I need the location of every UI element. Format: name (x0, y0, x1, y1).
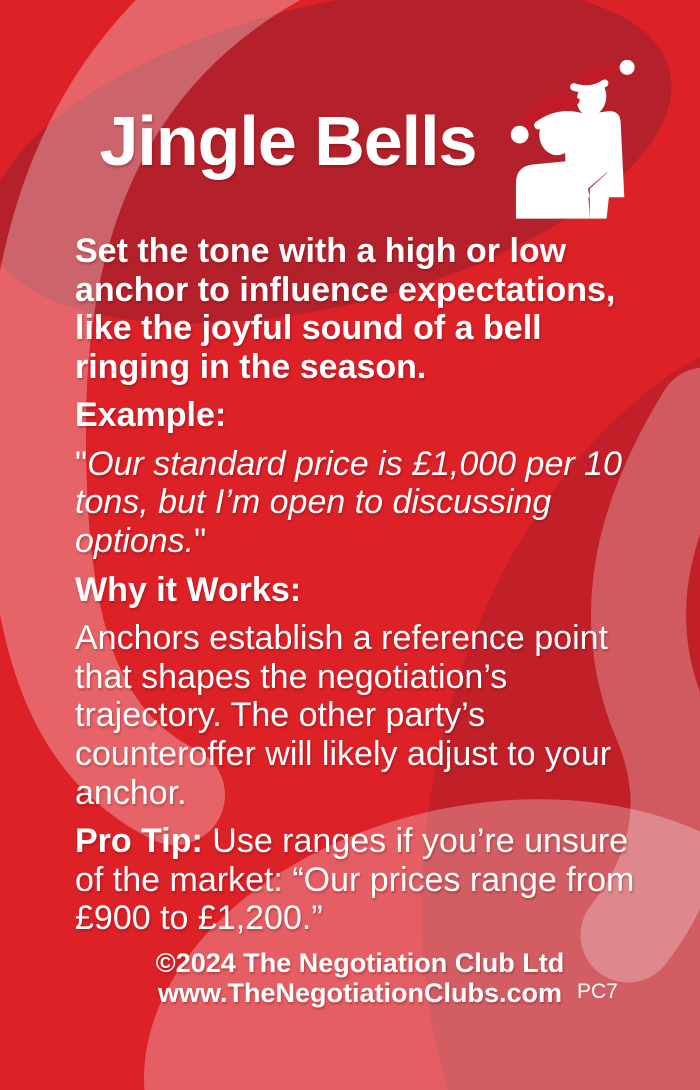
pro-tip-label: Pro Tip: (75, 822, 203, 861)
copyright-line: ©2024 The Negotiation Club Ltd (155, 947, 565, 978)
card-header (75, 56, 645, 226)
pro-tip (75, 822, 645, 938)
why-it-works-label: Why it Works: (75, 570, 302, 609)
card-code: PC7 (577, 980, 618, 1003)
quote-close-mark: " (194, 522, 207, 561)
example-label: Example: (75, 396, 227, 435)
pro-tip-text: Use ranges if you’re unsure of the market: “Our prices range from £900 to £1,200.” (75, 822, 635, 938)
carolers-icon (501, 58, 643, 226)
why-it-works-text: Anchors establish a reference point that shapes the negotiation’s trajectory. The other party’s counteroffer will likely adjust to your anchor. (75, 619, 612, 812)
card-title: Jingle Bells (99, 102, 477, 180)
example-quote-text: Our standard price is £1,000 per 10 tons, but I’m open to discussing options. (75, 444, 622, 561)
example-quote (75, 445, 645, 561)
intro-text: Set the tone with a high or low anchor to influence expectations, like the joyful sound of a bell ringing in the season. (75, 232, 616, 386)
card-footer (75, 948, 645, 1008)
quote-open-mark: " (75, 444, 88, 483)
website-line: www.TheNegotiationClubs.com (157, 978, 562, 1009)
